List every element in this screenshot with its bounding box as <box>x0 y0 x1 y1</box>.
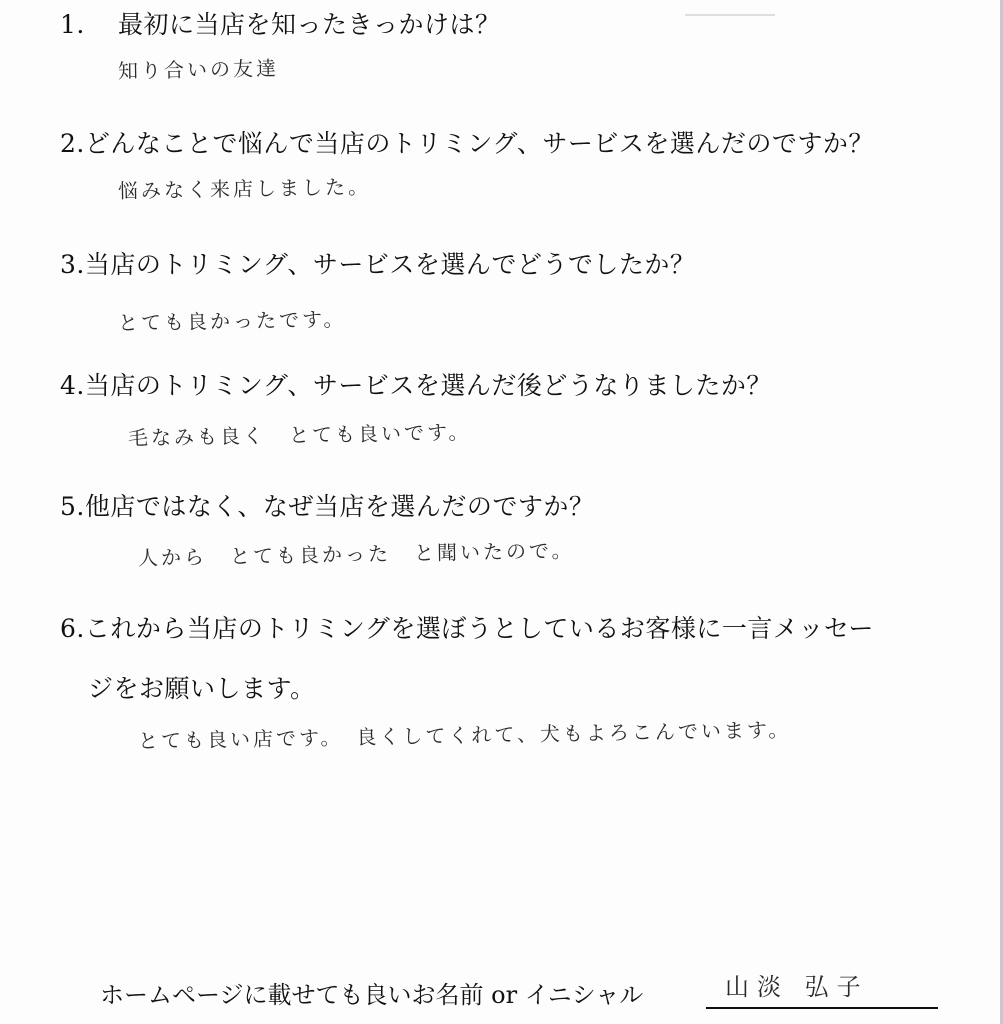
question-text: 他店ではなく、なぜ当店を選んだのですか？ <box>84 492 595 521</box>
question-4 <box>60 371 772 401</box>
question-text: 最初に当店を知ったきっかけは？ <box>118 10 501 39</box>
answer-4: 毛なみも良く とても良いです。 <box>127 420 472 450</box>
signature-line <box>706 1007 938 1009</box>
question-number: 2. <box>60 129 85 158</box>
name-permission-label: ホームページに載せても良いお名前 or イニシャル <box>100 981 644 1009</box>
question-text: これから当店のトリミングを選ぼうとしているお客様に一言メッセー <box>84 614 874 643</box>
scan-mark <box>685 14 775 16</box>
question-5 <box>60 492 594 522</box>
question-6 <box>60 614 874 644</box>
question-number: 1. <box>60 10 85 39</box>
question-3 <box>60 250 695 280</box>
answer-3: とても良かったです。 <box>117 307 347 335</box>
question-2 <box>60 129 874 159</box>
answer-1: 知り合いの友達 <box>117 56 280 83</box>
question-number: 3. <box>60 250 85 279</box>
answer-2: 悩みなく来店しました。 <box>117 174 372 203</box>
question-text: 当店のトリミング、サービスを選んでどうでしたか？ <box>84 250 696 279</box>
question-6-continued: ジをお願いします。 <box>88 674 316 703</box>
question-number: 5. <box>60 492 85 521</box>
answer-5: 人から とても良かった と聞いたので。 <box>137 538 575 570</box>
signature: 山淡 弘子 <box>725 973 869 1001</box>
question-text: 当店のトリミング、サービスを選んだ後どうなりましたか？ <box>84 371 772 400</box>
question-text: どんなことで悩んで当店のトリミング、サービスを選んだのですか？ <box>84 129 874 158</box>
question-number: 6. <box>60 614 85 643</box>
question-1 <box>60 10 501 40</box>
question-number: 4. <box>60 371 85 400</box>
answer-6: とても良い店です。 良くしてくれて、犬もよろこんでいます。 <box>137 717 792 753</box>
